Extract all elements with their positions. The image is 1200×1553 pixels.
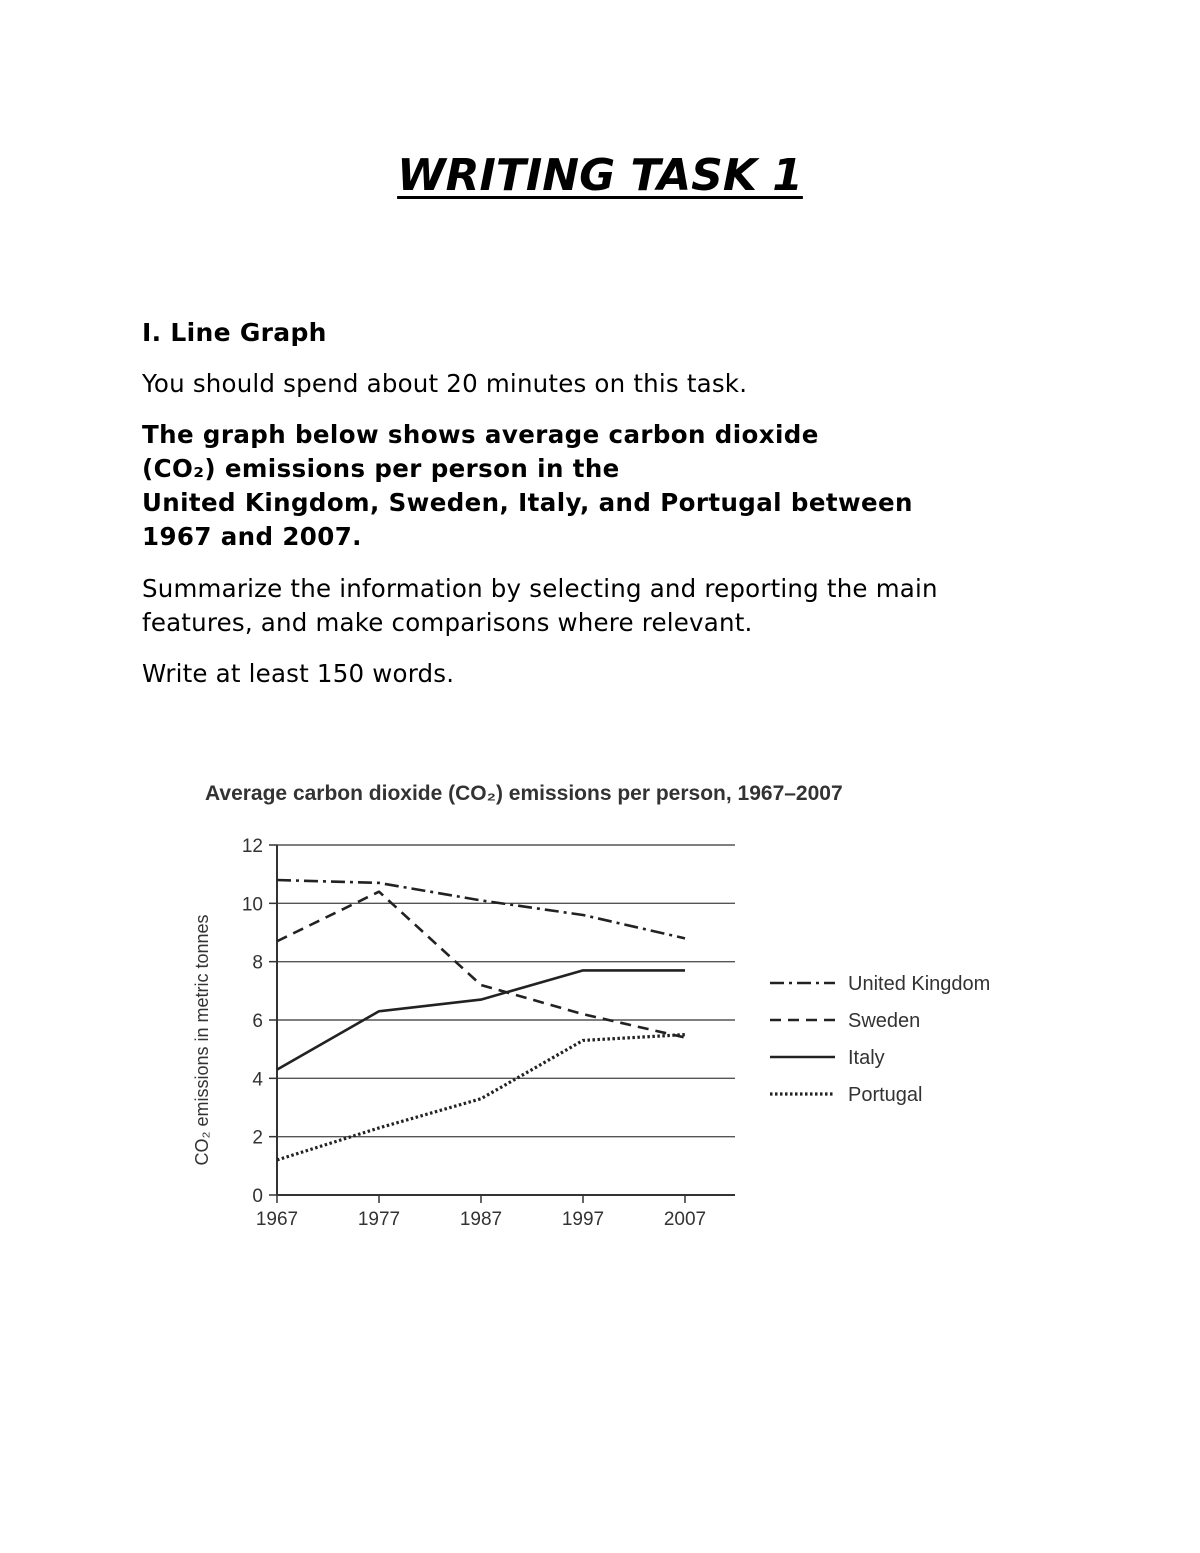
x-tick-label: 1987 xyxy=(459,1209,503,1230)
series-line-united-kingdom xyxy=(277,880,685,938)
series-line-portugal xyxy=(277,1035,685,1160)
y-tick-label: 0 xyxy=(252,1186,263,1207)
chart-svg xyxy=(180,770,1060,1250)
legend-label-portugal: Portugal xyxy=(848,1084,923,1106)
task-line: United Kingdom, Sweden, Italy, and Portugal between xyxy=(142,488,913,517)
y-tick-label: 10 xyxy=(241,894,263,916)
summary-instruction xyxy=(142,572,1062,640)
document-title: WRITING TASK 1 xyxy=(397,150,803,201)
y-tick-label: 2 xyxy=(252,1127,263,1149)
task-line: (CO₂) emissions per person in the xyxy=(142,454,620,483)
x-tick-label: 1977 xyxy=(357,1209,401,1230)
word-count-instruction: Write at least 150 words. xyxy=(142,659,455,688)
task-description xyxy=(142,418,1042,554)
line-chart xyxy=(180,770,1060,1250)
legend-label-sweden: Sweden xyxy=(848,1010,921,1032)
task-line: The graph below shows average carbon dioxide xyxy=(142,420,819,449)
y-tick-label: 4 xyxy=(252,1069,263,1091)
y-tick-label: 6 xyxy=(252,1011,263,1032)
chart-title: Average carbon dioxide (CO₂) emissions per person, 1967–2007 xyxy=(205,782,843,805)
section-heading: I. Line Graph xyxy=(142,318,327,347)
y-axis-label: CO₂ emissions in metric tonnes xyxy=(192,914,212,1166)
y-tick-label: 8 xyxy=(252,952,263,974)
summary-line: features, and make comparisons where relevant. xyxy=(142,608,753,637)
legend-label-italy: Italy xyxy=(848,1047,885,1069)
time-instruction: You should spend about 20 minutes on this task. xyxy=(142,369,748,398)
x-tick-label: 1967 xyxy=(255,1209,299,1230)
summary-line: Summarize the information by selecting and reporting the main xyxy=(142,574,938,603)
y-tick-label: 12 xyxy=(241,836,263,857)
series-line-sweden xyxy=(277,892,685,1038)
x-tick-label: 1997 xyxy=(561,1209,605,1230)
legend-label-united-kingdom: United Kingdom xyxy=(848,973,991,995)
x-tick-label: 2007 xyxy=(663,1209,707,1230)
task-line: 1967 and 2007. xyxy=(142,522,362,551)
